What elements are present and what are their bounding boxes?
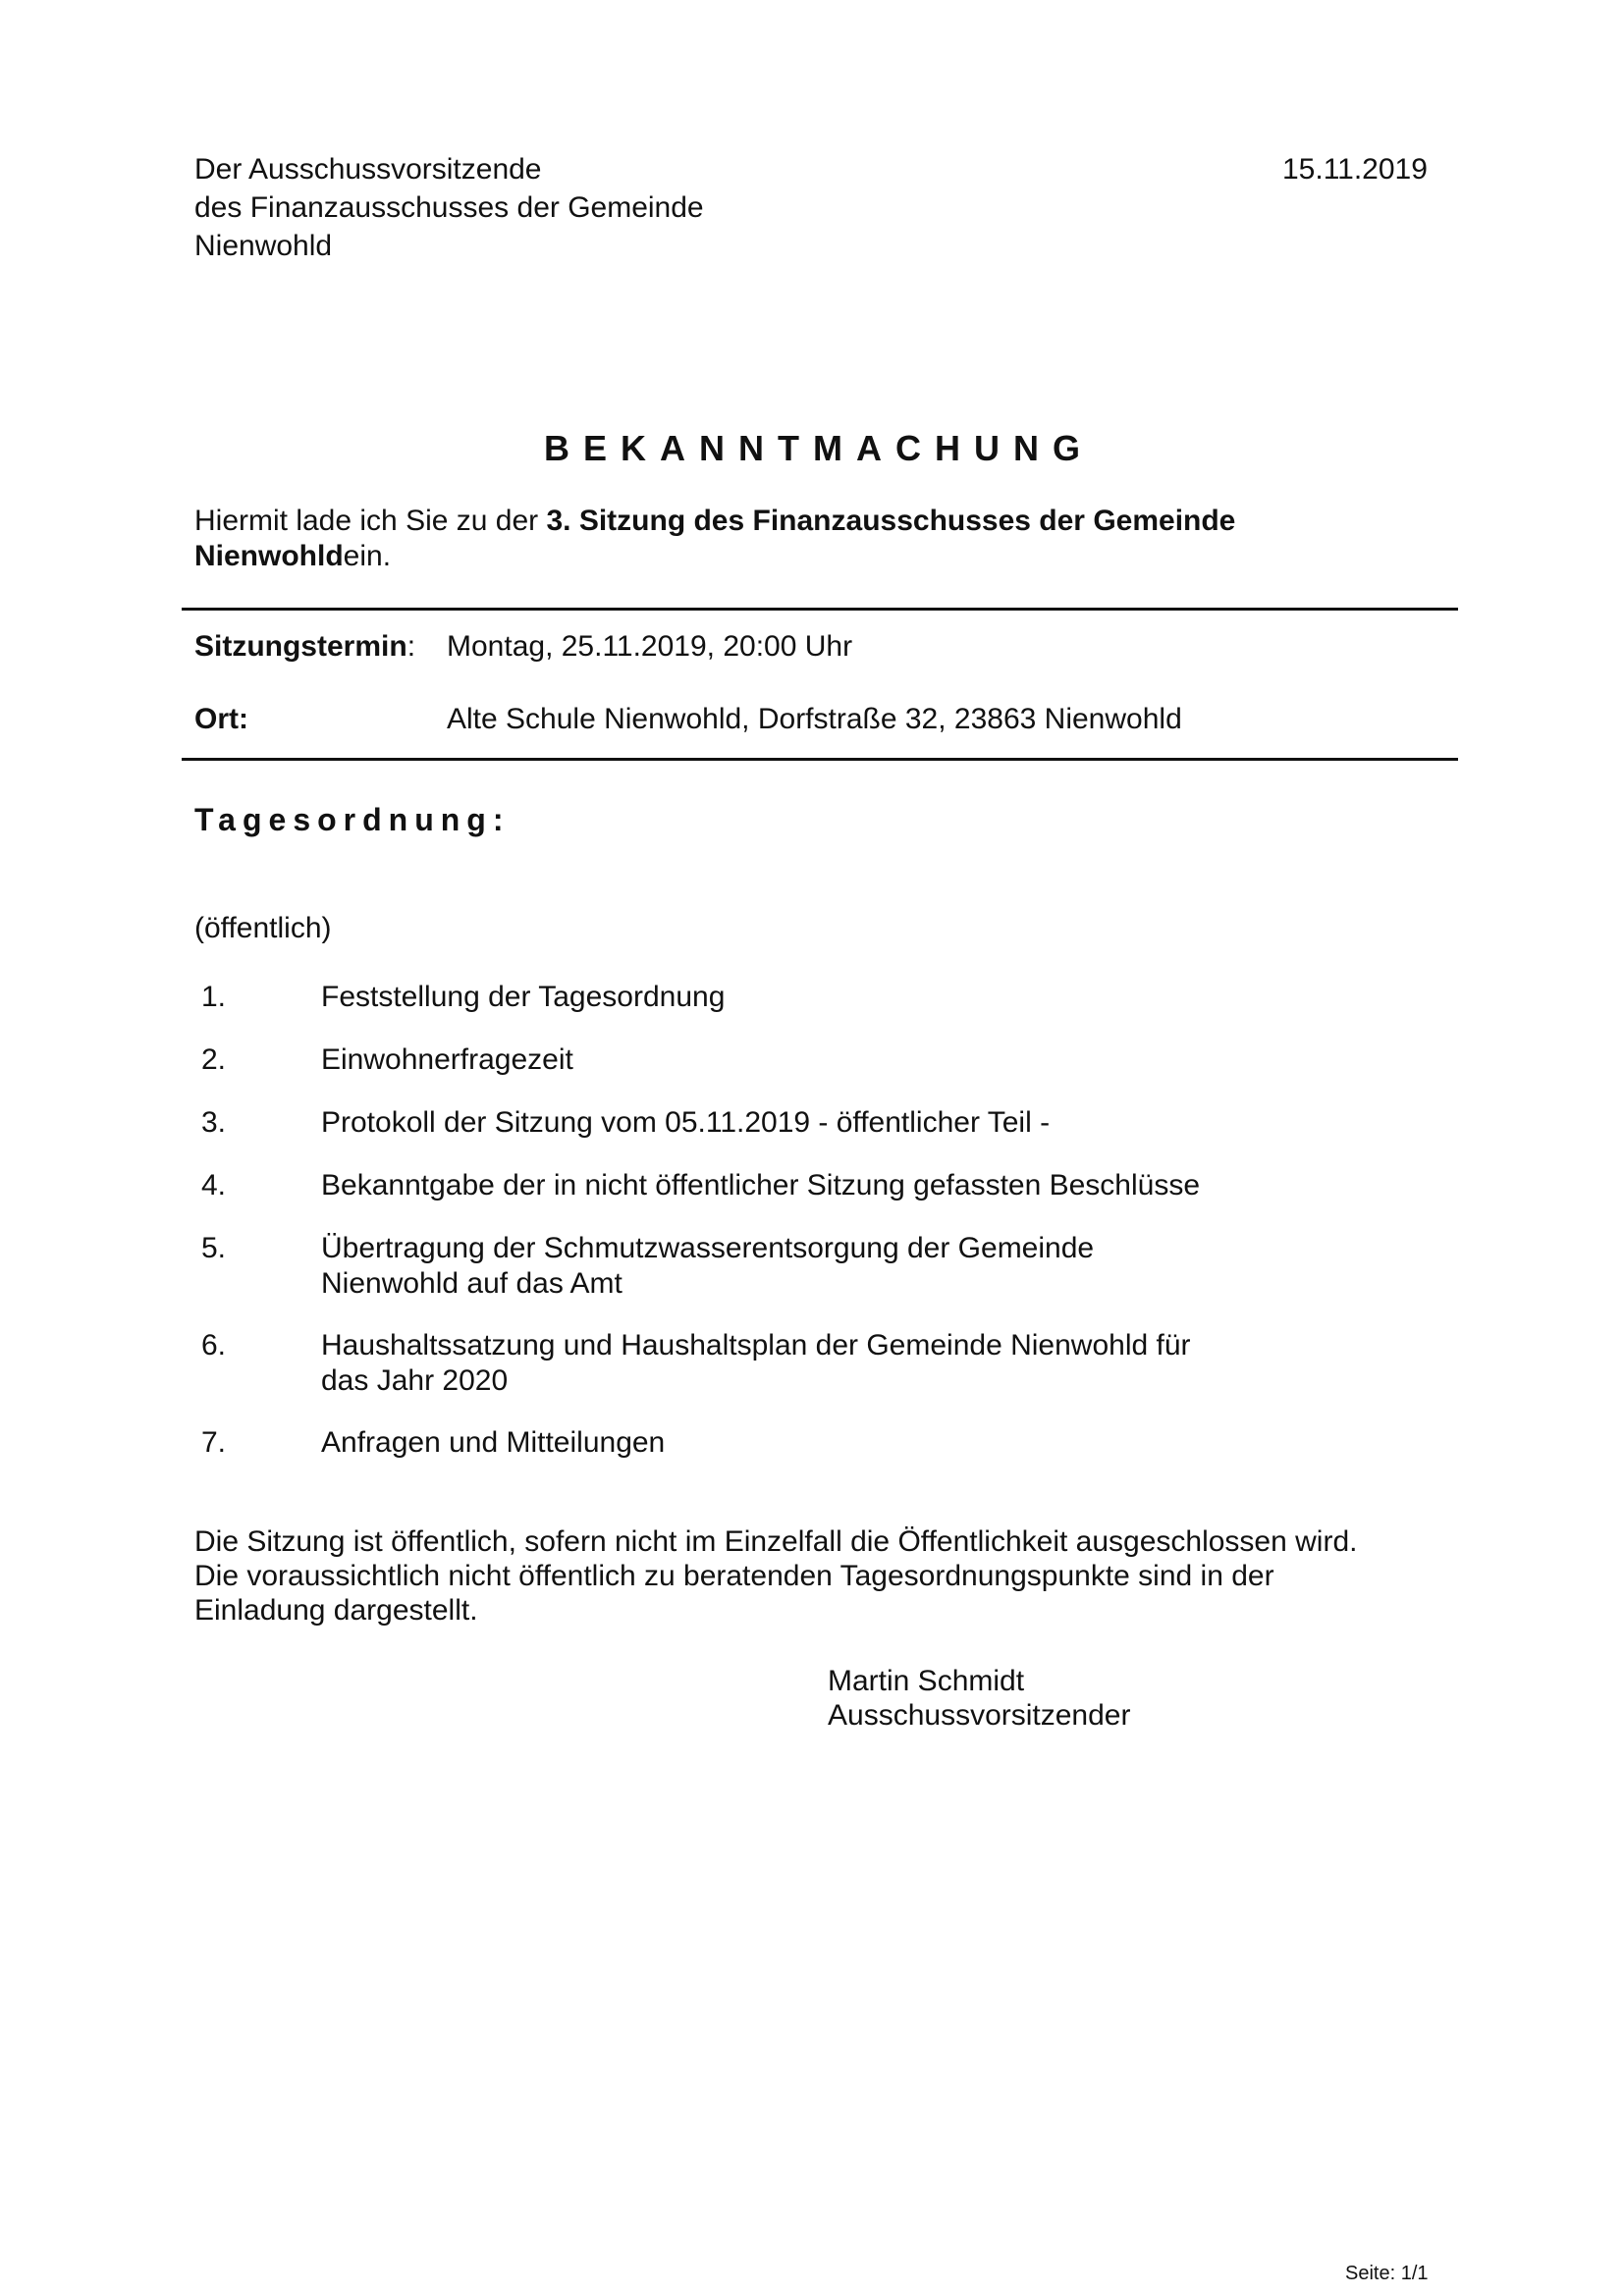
invitation-suffix: ein. <box>343 540 392 572</box>
invitation-meeting-name: 3. Sitzung des Finanzausschusses der Gemeinde <box>546 505 1236 537</box>
agenda-item-number: 6. <box>201 1329 227 1362</box>
divider-top <box>182 608 1458 611</box>
agenda-item-text <box>321 1328 1303 1399</box>
document-date: 15.11.2019 <box>1282 153 1428 186</box>
meeting-date-label-colon: : <box>406 630 416 663</box>
agenda-item-number: 7. <box>201 1426 227 1459</box>
meeting-place-value: Alte Schule Nienwohld, Dorfstraße 32, 23863 Nienwohld <box>447 703 1182 735</box>
divider-bottom <box>182 758 1458 761</box>
agenda-item-number: 3. <box>201 1106 227 1139</box>
invitation-prefix: Hiermit lade ich Sie zu der <box>194 505 547 537</box>
signatory-role: Ausschussvorsitzender <box>828 1699 1131 1732</box>
document-title: BEKANNTMACHUNG <box>544 428 1094 468</box>
agenda-item-text <box>321 1042 1303 1078</box>
agenda-item-line: Haushaltssatzung und Haushaltsplan der Gemeinde Nienwohld für <box>321 1329 1191 1362</box>
agenda-item-number: 5. <box>201 1232 227 1264</box>
agenda-item-line: Nienwohld auf das Amt <box>321 1267 623 1300</box>
agenda-item-text <box>321 980 1303 1015</box>
closing-line: Einladung dargestellt. <box>194 1594 478 1627</box>
invitation-text <box>194 504 1471 574</box>
agenda-item-line: Übertragung der Schmutzwasserentsorgung der Gemeinde <box>321 1232 1095 1264</box>
closing-line: Die Sitzung ist öffentlich, sofern nicht im Einzelfall die Öffentlichkeit ausgeschlossen wird. <box>194 1525 1358 1558</box>
signature-block <box>828 1664 1130 1733</box>
agenda-item-line: Anfragen und Mitteilungen <box>321 1426 666 1459</box>
sender-line: Der Ausschussvorsitzende <box>194 153 542 186</box>
agenda-item-number: 1. <box>201 981 227 1013</box>
agenda-item-line: Bekanntgabe der in nicht öffentlicher Sitzung gefassten Beschlüsse <box>321 1169 1201 1201</box>
closing-line: Die voraussichtlich nicht öffentlich zu beratenden Tagesordnungspunkte sind in der <box>194 1560 1274 1592</box>
sender-line: des Finanzausschusses der Gemeinde <box>194 191 704 224</box>
agenda-heading: Tagesordnung: <box>194 802 511 837</box>
meeting-date-value: Montag, 25.11.2019, 20:00 Uhr <box>447 630 853 663</box>
agenda-item-text <box>321 1168 1303 1203</box>
agenda-item-line: Protokoll der Sitzung vom 05.11.2019 - öffentlicher Teil - <box>321 1106 1051 1139</box>
agenda-item-text <box>321 1425 1303 1461</box>
agenda-public-note: (öffentlich) <box>194 912 332 944</box>
meeting-date-label <box>194 629 415 665</box>
meeting-date-label-text: Sitzungstermin <box>194 630 407 663</box>
agenda-item-text <box>321 1231 1303 1302</box>
invitation-municipality: Nienwohld <box>194 540 344 572</box>
meeting-place-label: Ort: <box>194 703 248 735</box>
agenda-item-number: 2. <box>201 1043 227 1076</box>
page-number: Seite: 1/1 <box>1345 2263 1429 2284</box>
agenda-item-line: Einwohnerfragezeit <box>321 1043 573 1076</box>
closing-text <box>194 1524 1357 1628</box>
agenda-item-line: Feststellung der Tagesordnung <box>321 981 726 1013</box>
sender-block <box>194 150 704 265</box>
signatory-name: Martin Schmidt <box>828 1665 1025 1697</box>
agenda-item-number: 4. <box>201 1169 227 1201</box>
agenda-item-text <box>321 1105 1303 1141</box>
agenda-item-line: das Jahr 2020 <box>321 1364 509 1397</box>
sender-line: Nienwohld <box>194 230 333 262</box>
